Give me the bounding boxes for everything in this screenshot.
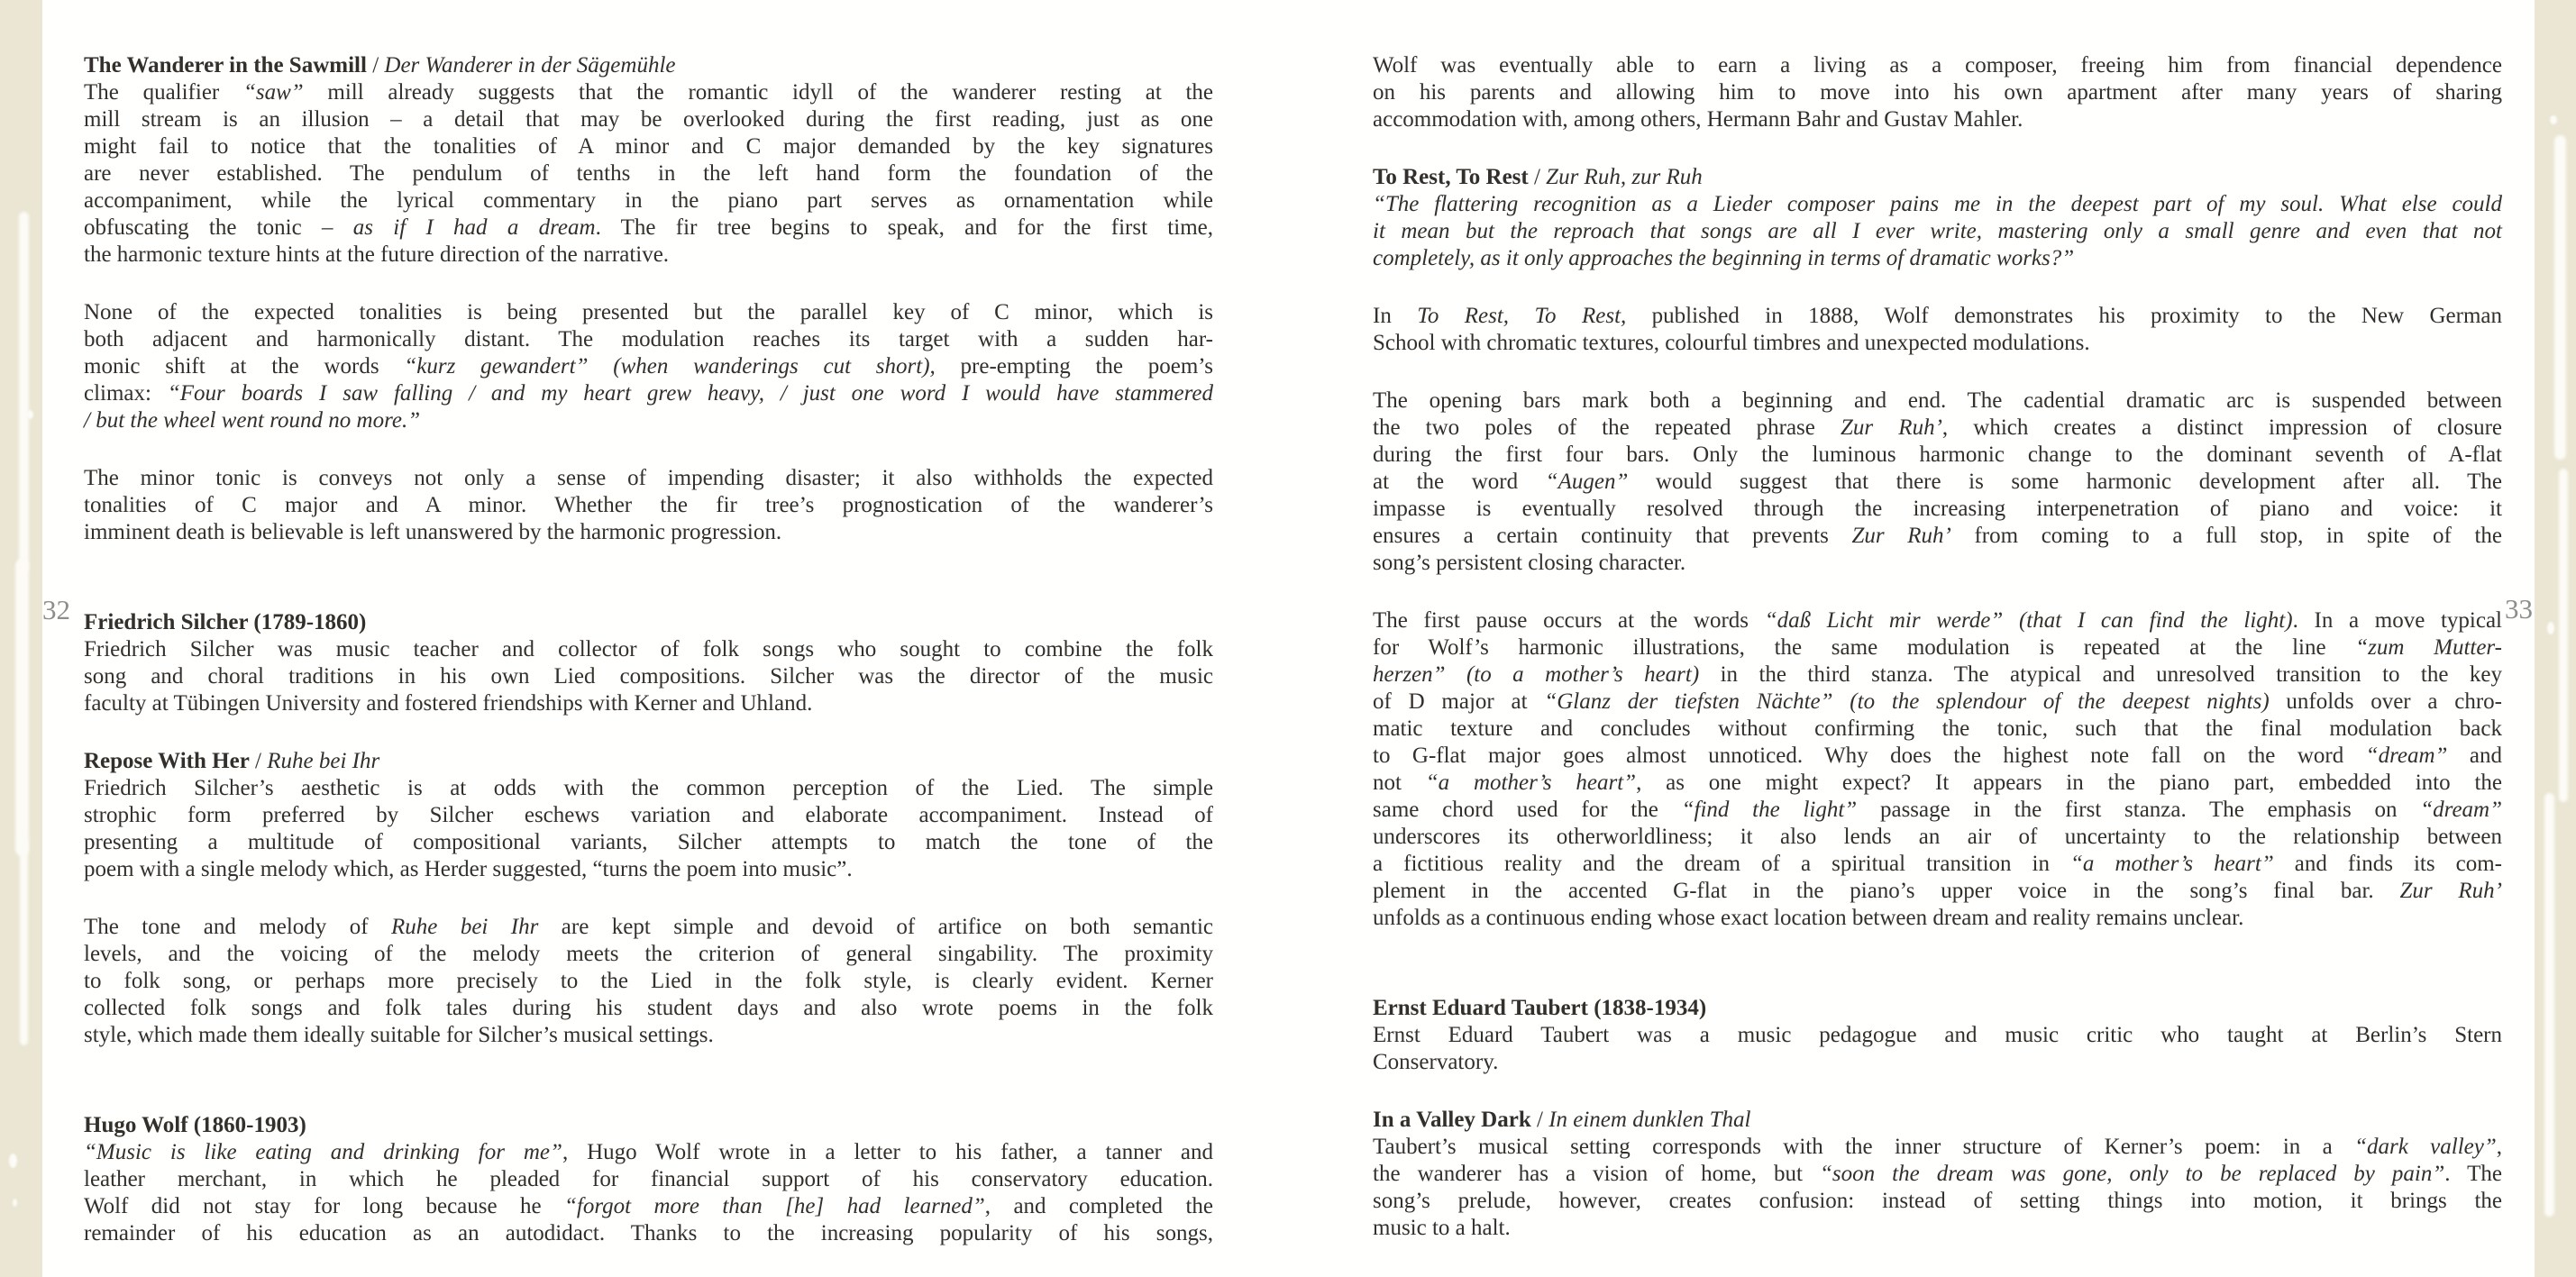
title-separator: / [1528, 165, 1547, 189]
text-run: The first pause occurs at the words [1373, 608, 1765, 633]
italic-text-run: “zum Mutter- [2355, 635, 2502, 660]
text-line [1373, 1188, 2502, 1215]
text-run: strophic form preferred by Silcher eschews variation and elaborate accompaniment. Instead of [84, 803, 1213, 827]
text-run: mill stream is an illusion – a detail that may be overlooked during the first reading, just as one [84, 107, 1213, 132]
composer-heading: Ernst Eduard Taubert (1838-1934) [1373, 996, 1707, 1020]
text-run: would suggest that there is some harmonic development after all. The [1628, 470, 2502, 494]
text-line [1373, 634, 2502, 661]
text-line [1373, 743, 2502, 770]
song-title-english: To Rest, To Rest [1373, 165, 1529, 189]
text-run: None of the expected tonalities is being presented but the parallel key of C minor, which is [84, 300, 1213, 324]
text-line [1373, 1049, 2502, 1076]
text-run: presenting a multitude of compositional variants, Silcher attempts to match the tone of the [84, 830, 1213, 854]
text-run: plement in the accented G-flat in the piano’s upper voice in the song’s final bar. [1373, 879, 2400, 903]
text-line [84, 242, 1213, 269]
text-run: might fail to notice that the tonalities of A minor and C major demanded by the key signatures [84, 134, 1213, 159]
text-run: The minor tonic is conveys not only a sense of impending disaster; it also withholds the expected [84, 466, 1213, 490]
text-line [84, 160, 1213, 187]
text-run: and [2447, 743, 2502, 768]
text-line [1373, 851, 2502, 878]
text-line [84, 1193, 1213, 1220]
text-line [1373, 770, 2502, 797]
text-line [1373, 716, 2502, 743]
left-page-text-column [84, 0, 1213, 1247]
text-line [84, 492, 1213, 519]
text-run: . The fir tree begins to speak, and for the first time, [595, 215, 1213, 240]
text-run: song and choral traditions in his own Lied compositions. Silcher was the director of the music [84, 664, 1213, 689]
text-line [1373, 824, 2502, 851]
song-title [1373, 164, 2502, 191]
italic-text-run: “dream” [2420, 798, 2502, 822]
paragraph [1373, 1134, 2502, 1242]
song-title-german: Der Wanderer in der Sägemühle [384, 53, 676, 78]
text-line [1373, 303, 2502, 330]
text-line [84, 636, 1213, 663]
text-run: the two poles of the repeated phrase [1373, 415, 1841, 440]
text-run: song’s persistent closing character. [1373, 551, 1686, 575]
text-line [84, 914, 1213, 941]
text-line [1373, 1022, 2502, 1049]
italic-text-run: “dark valley” [2354, 1135, 2497, 1159]
text-line [84, 1166, 1213, 1193]
text-run: ensures a certain continuity that prevents [1373, 524, 1852, 548]
text-run: of D major at [1373, 689, 1545, 714]
song-title-english: In a Valley Dark [1373, 1108, 1531, 1132]
text-run: underscores its otherworldliness; it also lends an air of uncertainty to the relationship between [1373, 825, 2502, 849]
paper-streak [2554, 135, 2566, 460]
text-line [84, 299, 1213, 326]
paragraph [1373, 607, 2502, 932]
paper-speck [2550, 115, 2557, 124]
italic-text-run: “The flattering recognition as a Lieder composer pains me in the deepest part of my soul. What else could [1373, 192, 2502, 216]
text-run: monic shift at the words [84, 354, 405, 379]
text-line [84, 968, 1213, 995]
deckle-edge-left [0, 0, 42, 1277]
text-run: are never established. The pendulum of tenths in the left hand form the foundation of the [84, 161, 1213, 186]
paragraph [1373, 388, 2502, 577]
text-line [84, 1022, 1213, 1049]
paragraph [84, 299, 1213, 434]
paragraph [84, 775, 1213, 883]
text-line [1373, 442, 2502, 469]
italic-text-run: it mean but the reproach that songs are all I ever write, mastering only a small genre and even that not [1373, 219, 2502, 243]
text-line [1373, 469, 2502, 496]
text-line [1373, 330, 2502, 357]
text-line [1373, 415, 2502, 442]
text-run: The qualifier [84, 80, 243, 105]
paragraph [84, 79, 1213, 269]
song-title [1373, 1107, 2502, 1134]
text-run: levels, and the voicing of the melody meets the criterion of general singability. The proximity [84, 942, 1213, 966]
text-line [84, 187, 1213, 214]
text-line [1373, 689, 2502, 716]
text-run: Ernst Eduard Taubert was a music pedagogue and music critic who taught at Berlin’s Stern [1373, 1023, 2502, 1047]
text-run: during the first four bars. Only the luminous harmonic change to the dominant seventh of A-flat [1373, 442, 2502, 467]
text-run: Conservatory. [1373, 1050, 1499, 1074]
paragraph [84, 1139, 1213, 1247]
text-line [1373, 191, 2502, 218]
text-run: mill already suggests that the romantic idyll of the wanderer resting at the [303, 80, 1213, 105]
text-line [1373, 550, 2502, 577]
italic-text-run: “saw” [242, 80, 304, 105]
text-run: leather merchant, in which he pleaded for financial support of his conservatory education. [84, 1167, 1213, 1191]
song-title-english: Repose With Her [84, 749, 250, 773]
text-run: Friedrich Silcher was music teacher and collector of folk songs who sought to combine the folk [84, 637, 1213, 661]
text-run: collected folk songs and folk tales during his student days and also wrote poems in the folk [84, 996, 1213, 1020]
text-run: same chord used for the [1373, 798, 1682, 822]
text-run: The opening bars mark both a beginning and end. The cadential dramatic arc is suspended between [1373, 388, 2502, 413]
deckle-edge-right [2535, 0, 2576, 1277]
text-run: impasse is eventually resolved through the increasing interpenetration of piano and voice: it [1373, 497, 2502, 521]
title-separator: / [249, 749, 268, 773]
paper-speck [13, 1199, 17, 1207]
paragraph [1373, 1022, 2502, 1076]
text-line [1373, 523, 2502, 550]
text-run: accommodation with, among others, Hermann Bahr and Gustav Mahler. [1373, 107, 2023, 132]
text-run: climax: [84, 381, 168, 406]
text-line [1373, 218, 2502, 245]
text-line [1373, 388, 2502, 415]
italic-text-run: “forgot more than [he] had learned” [564, 1194, 985, 1218]
text-line [1373, 878, 2502, 905]
text-run: on his parents and allowing him to move into his own apartment after many years of sharing [1373, 80, 2502, 105]
text-line [1373, 607, 2502, 634]
title-separator: / [1530, 1108, 1549, 1132]
text-run: . In a move typical [2292, 608, 2503, 633]
text-line [1373, 1215, 2502, 1242]
text-line [84, 519, 1213, 546]
text-run: , which creates a distinct impression of closure [1941, 415, 2503, 440]
song-title-german: Zur Ruh, zur Ruh [1546, 165, 1703, 189]
text-run: both adjacent and harmonically distant. The modulation reaches its target with a sudden har- [84, 327, 1213, 351]
paper-speck [27, 410, 33, 419]
text-line [84, 106, 1213, 133]
song-title [84, 52, 1213, 79]
italic-text-run: “Glanz der tiefsten Nächte” (to the splendour of the deepest nights) [1544, 689, 2270, 714]
text-line [1373, 496, 2502, 523]
paper-streak [20, 838, 28, 1045]
text-run: accompaniment, while the lyrical commentary in the piano part serves as ornamentation while [84, 188, 1213, 213]
title-separator: / [366, 53, 385, 78]
text-run: passage in the first stanza. The emphasis on [1857, 798, 2421, 822]
page-number-right: 33 [2505, 593, 2533, 625]
text-line [1373, 245, 2502, 272]
text-run: , [2496, 1135, 2502, 1159]
paper-speck [2547, 622, 2554, 634]
paragraph [84, 465, 1213, 546]
italic-text-run: Zur Ruh’ [1851, 524, 1951, 548]
text-run: In [1373, 304, 1418, 328]
song-title-german: Ruhe bei Ihr [267, 749, 380, 773]
song-title-german: In einem dunklen Thal [1548, 1108, 1751, 1132]
paragraph [1373, 191, 2502, 272]
text-run: at the word [1373, 470, 1546, 494]
text-line [84, 214, 1213, 242]
text-line [84, 1139, 1213, 1166]
italic-text-run: “Music is like eating and drinking for me” [84, 1140, 562, 1164]
text-line [1373, 905, 2502, 932]
text-run: to folk song, or perhaps more precisely to the Lied in the folk style, is clearly evident. Kerner [84, 969, 1213, 993]
italic-text-run: “a mother’s heart” [1425, 771, 1637, 795]
composer-heading: Friedrich Silcher (1789-1860) [84, 610, 367, 634]
text-run: School with chromatic textures, colourful timbres and unexpected modulations. [1373, 331, 2090, 355]
text-run: not [1373, 771, 1426, 795]
italic-text-run: Ruhe bei Ihr [391, 915, 539, 939]
italic-text-run: / but the wheel went round no more.” [84, 408, 421, 433]
text-run: . The [2444, 1162, 2503, 1186]
paragraph [1373, 303, 2502, 357]
text-line [1373, 1134, 2502, 1161]
italic-text-run: “a mother’s heart” [2070, 852, 2274, 876]
text-line [84, 133, 1213, 160]
text-line [1373, 797, 2502, 824]
text-run: obfuscating the tonic – [84, 215, 353, 240]
text-line [84, 79, 1213, 106]
text-line [84, 690, 1213, 717]
text-run: matic texture and concludes without confirming the tonic, such that the final modulation back [1373, 716, 2502, 741]
text-run: imminent death is believable is left unanswered by the harmonic progression. [84, 520, 782, 544]
text-run: are kept simple and devoid of artifice on both semantic [538, 915, 1213, 939]
text-run: music to a halt. [1373, 1216, 1511, 1240]
text-run: from coming to a full stop, in spite of the [1950, 524, 2502, 548]
text-line [84, 941, 1213, 968]
paper-streak [19, 212, 29, 572]
text-run: pre-empting the poem’s [935, 354, 1213, 379]
italic-text-run: “find the light” [1681, 798, 1858, 822]
italic-text-run: “Augen” [1545, 470, 1629, 494]
text-line [1373, 1161, 2502, 1188]
text-line [84, 775, 1213, 802]
text-line [84, 380, 1213, 407]
paragraph [84, 914, 1213, 1049]
text-line [84, 1220, 1213, 1247]
text-run: The tone and melody of [84, 915, 392, 939]
text-line [1373, 79, 2502, 106]
text-run: to G-flat major goes almost unnoticed. Why does the highest note fall on the word [1373, 743, 2366, 768]
text-run: poem with a single melody which, as Herder suggested, “turns the poem into music”. [84, 857, 853, 881]
italic-text-run: To Rest, To Rest, [1417, 304, 1627, 328]
text-line [84, 856, 1213, 883]
italic-text-run: herzen” (to a mother’s heart) [1373, 662, 1700, 687]
text-line [84, 802, 1213, 829]
text-line [84, 995, 1213, 1022]
italic-text-run: “dream” [2365, 743, 2448, 768]
text-line [84, 353, 1213, 380]
composer-heading: Hugo Wolf (1860-1903) [84, 1113, 306, 1137]
italic-text-run: Zur Ruh’ [1841, 415, 1942, 440]
paper-speck [9, 1154, 17, 1168]
text-run: the wanderer has a vision of home, but [1373, 1162, 1820, 1186]
italic-text-run: “Four boards I saw falling / and my heart grew heavy, / just one word I would have stammered [167, 381, 1213, 406]
italic-text-run: “kurz gewandert” (when wanderings cut short), [404, 354, 936, 379]
text-run: the harmonic texture hints at the future direction of the narrative. [84, 242, 670, 267]
text-run: Taubert’s musical setting corresponds with the inner structure of Kerner’s poem: in a [1373, 1135, 2355, 1159]
text-run: , Hugo Wolf wrote in a letter to his father, a tanner and [562, 1140, 1213, 1164]
italic-text-run: “daß Licht mir werde” (that I can find the light) [1764, 608, 2293, 633]
text-run: Wolf did not stay for long because he [84, 1194, 564, 1218]
text-run: Wolf was eventually able to earn a living as a composer, freeing him from financial dependence [1373, 53, 2502, 78]
text-run: published in 1888, Wolf demonstrates his proximity to the New German [1626, 304, 2502, 328]
text-run: remainder of his education as an autodidact. Thanks to the increasing popularity of his songs, [84, 1221, 1213, 1245]
italic-text-run: as if I had a dream [352, 215, 596, 240]
text-run: and finds its com- [2273, 852, 2502, 876]
text-line [1373, 106, 2502, 133]
text-run: unfolds over a chro- [2269, 689, 2503, 714]
text-line [84, 407, 1213, 434]
paper-streak [15, 559, 29, 856]
text-line [1373, 52, 2502, 79]
text-run: faculty at Tübingen University and fostered friendships with Kerner and Uhland. [84, 691, 813, 716]
paragraph [84, 636, 1213, 717]
paragraph [1373, 52, 2502, 133]
text-run: , as one might expect? It appears in the piano part, embedded into the [1636, 771, 2502, 795]
italic-text-run: completely, as it only approaches the beginning in terms of dramatic works?” [1373, 246, 2075, 270]
text-line [1373, 661, 2502, 689]
text-run: , and completed the [984, 1194, 1213, 1218]
italic-text-run: “soon the dream was gone, only to be replaced by pain” [1819, 1162, 2445, 1186]
paper-streak [2559, 469, 2568, 802]
song-title-english: The Wanderer in the Sawmill [84, 53, 367, 78]
text-line [84, 663, 1213, 690]
text-run: a fictitious reality and the dream of a spiritual transition in [1373, 852, 2071, 876]
text-run: tonalities of C major and A minor. Whether the fir tree’s prognostication of the wanderer’s [84, 493, 1213, 517]
paper-streak [2544, 793, 2554, 1217]
right-page-text-column [1373, 0, 2502, 1242]
song-title [84, 748, 1213, 775]
text-line [84, 829, 1213, 856]
text-run: Friedrich Silcher’s aesthetic is at odds with the common perception of the Lied. The simple [84, 776, 1213, 800]
text-line [84, 465, 1213, 492]
page-number-left: 32 [42, 594, 70, 625]
text-run: unfolds as a continuous ending whose exact location between dream and reality remains unclear. [1373, 906, 2244, 930]
text-run: in the third stanza. The atypical and unresolved transition to the key [1699, 662, 2502, 687]
text-run: style, which made them ideally suitable for Silcher’s musical settings. [84, 1023, 714, 1047]
text-run: song’s prelude, however, creates confusion: instead of setting things into motion, it brings the [1373, 1189, 2502, 1213]
italic-text-run: Zur Ruh’ [2399, 879, 2502, 903]
text-run: for Wolf’s harmonic illustrations, the same modulation is repeated at the line [1373, 635, 2356, 660]
text-line [84, 326, 1213, 353]
